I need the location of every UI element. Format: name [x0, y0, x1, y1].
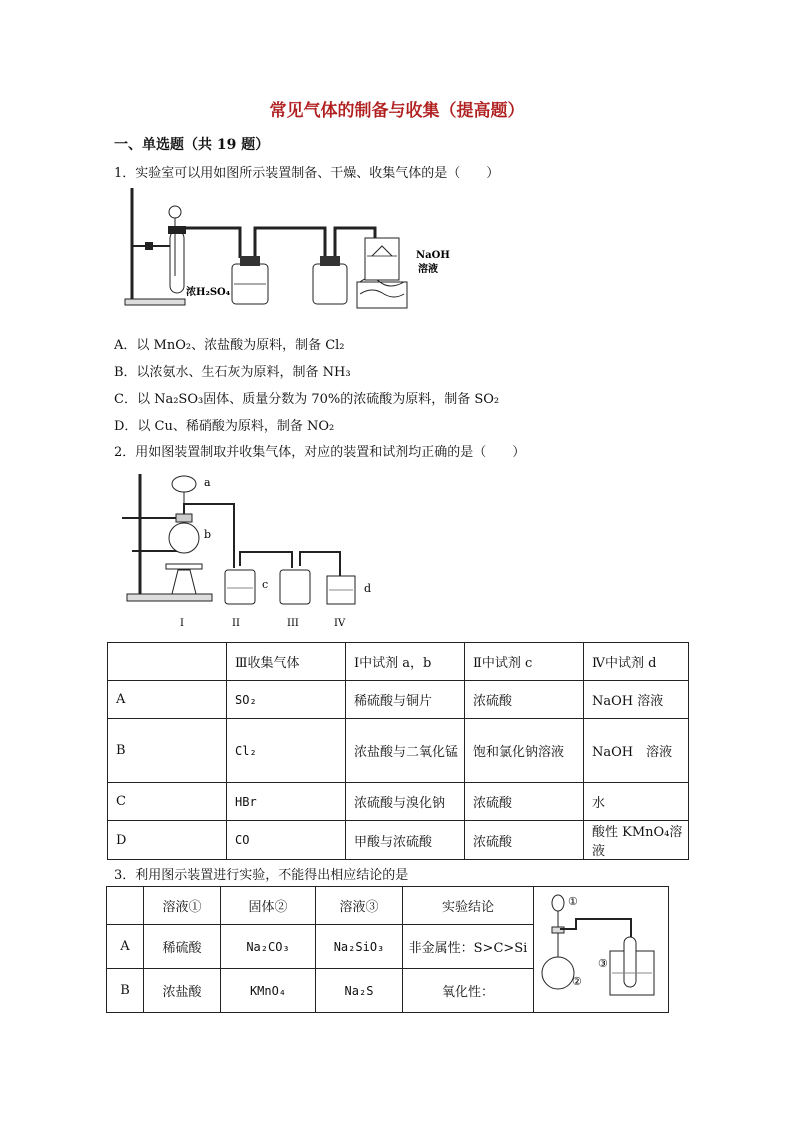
- q2-cell: C: [108, 783, 227, 821]
- q2-cell: D: [108, 821, 227, 860]
- q3-label-3: ③: [598, 956, 608, 970]
- q3-figure-cell: [534, 887, 669, 1013]
- q2-label-II: II: [232, 618, 240, 629]
- table-row: [108, 783, 689, 821]
- table-row: [108, 821, 689, 860]
- q3-header-cell: 实验结论: [403, 887, 534, 925]
- page-title: 常见气体的制备与收集（提高题）: [269, 101, 525, 121]
- q2-cell: 浓盐酸与二氧化锰: [346, 719, 465, 783]
- q1-label-solution: 溶液: [418, 264, 438, 275]
- q1-option-b: B．以浓氨水、生石灰为原料，制备 NH₃: [114, 365, 351, 380]
- q2-cell: NaOH 溶液: [584, 719, 689, 783]
- q2-label-I: I: [180, 618, 184, 629]
- q2-cell: NaOH 溶液: [584, 681, 689, 719]
- q3-header-cell: 溶液①: [144, 887, 221, 925]
- q1-apparatus-figure: [120, 186, 450, 314]
- q3-apparatus-figure: [536, 889, 666, 1007]
- q3-stem: 3．利用图示装置进行实验，不能得出相应结论的是: [114, 868, 409, 883]
- q2-header-cell: Ⅲ收集气体: [227, 643, 346, 681]
- q2-label-IV: IV: [334, 618, 346, 629]
- q3-cell: Na₂CO₃: [221, 925, 316, 969]
- q2-header-cell: Ⅳ中试剂 d: [584, 643, 689, 681]
- q1-option-c: C．以 Na₂SO₃固体、质量分数为 70%的浓硫酸为原料，制备 SO₂: [114, 392, 500, 407]
- q2-apparatus-figure: [122, 466, 384, 636]
- q3-table: [106, 886, 669, 1013]
- q2-table: [107, 642, 689, 860]
- q2-cell: HBr: [227, 783, 346, 821]
- q2-stem: 2．用如图装置制取并收集气体，对应的装置和试剂均正确的是（ ）: [114, 445, 526, 460]
- q2-cell: 酸性 KMnO₄溶液: [584, 821, 689, 860]
- q2-label-c: c: [262, 578, 269, 591]
- q3-cell: B: [107, 969, 144, 1013]
- q1-stem: 1．实验室可以用如图所示装置制备、干燥、收集气体的是（ ）: [114, 166, 500, 181]
- q1-label-acid: 浓H₂SO₄: [186, 287, 231, 298]
- q2-cell: 甲酸与浓硫酸: [346, 821, 465, 860]
- q2-header-cell: [108, 643, 227, 681]
- q2-header-cell: Ⅰ中试剂 a，b: [346, 643, 465, 681]
- q2-label-a: a: [204, 476, 211, 489]
- q2-cell: Cl₂: [227, 719, 346, 783]
- q2-label-III: III: [287, 618, 299, 629]
- q3-cell: 浓盐酸: [144, 969, 221, 1013]
- q2-cell: 饱和氯化钠溶液: [465, 719, 584, 783]
- q3-cell: KMnO₄: [221, 969, 316, 1013]
- q3-header-cell: [107, 887, 144, 925]
- q3-cell: 稀硫酸: [144, 925, 221, 969]
- q3-label-2: ②: [572, 974, 582, 988]
- table-row: [108, 643, 689, 681]
- table-row: [107, 887, 669, 925]
- table-row: [108, 681, 689, 719]
- q2-label-d: d: [364, 582, 372, 595]
- q3-cell: Na₂S: [316, 969, 403, 1013]
- q2-cell: 水: [584, 783, 689, 821]
- q1-option-a: A．以 MnO₂、浓盐酸为原料，制备 Cl₂: [114, 338, 345, 353]
- table-row: [108, 719, 689, 783]
- q2-cell: 浓硫酸与溴化钠: [346, 783, 465, 821]
- q2-header-cell: Ⅱ中试剂 c: [465, 643, 584, 681]
- q2-cell: CO: [227, 821, 346, 860]
- q3-label-1: ①: [568, 894, 578, 908]
- q2-cell: B: [108, 719, 227, 783]
- q2-cell: 浓硫酸: [465, 681, 584, 719]
- q2-cell: 浓硫酸: [465, 821, 584, 860]
- q2-cell: A: [108, 681, 227, 719]
- q1-option-d: D．以 Cu、稀硝酸为原料，制备 NO₂: [114, 419, 335, 434]
- q3-cell: Na₂SiO₃: [316, 925, 403, 969]
- section-heading: 一、单选题（共 19 题）: [114, 137, 270, 153]
- q3-cell: 氧化性：: [403, 969, 534, 1013]
- q1-label-naoh: NaOH: [416, 250, 450, 261]
- q2-label-b: b: [204, 528, 212, 541]
- q3-cell: A: [107, 925, 144, 969]
- q3-header-cell: 固体②: [221, 887, 316, 925]
- q2-cell: SO₂: [227, 681, 346, 719]
- q2-cell: 浓硫酸: [465, 783, 584, 821]
- q3-header-cell: 溶液③: [316, 887, 403, 925]
- q3-cell: 非金属性：S>C>Si: [403, 925, 534, 969]
- q2-cell: 稀硫酸与铜片: [346, 681, 465, 719]
